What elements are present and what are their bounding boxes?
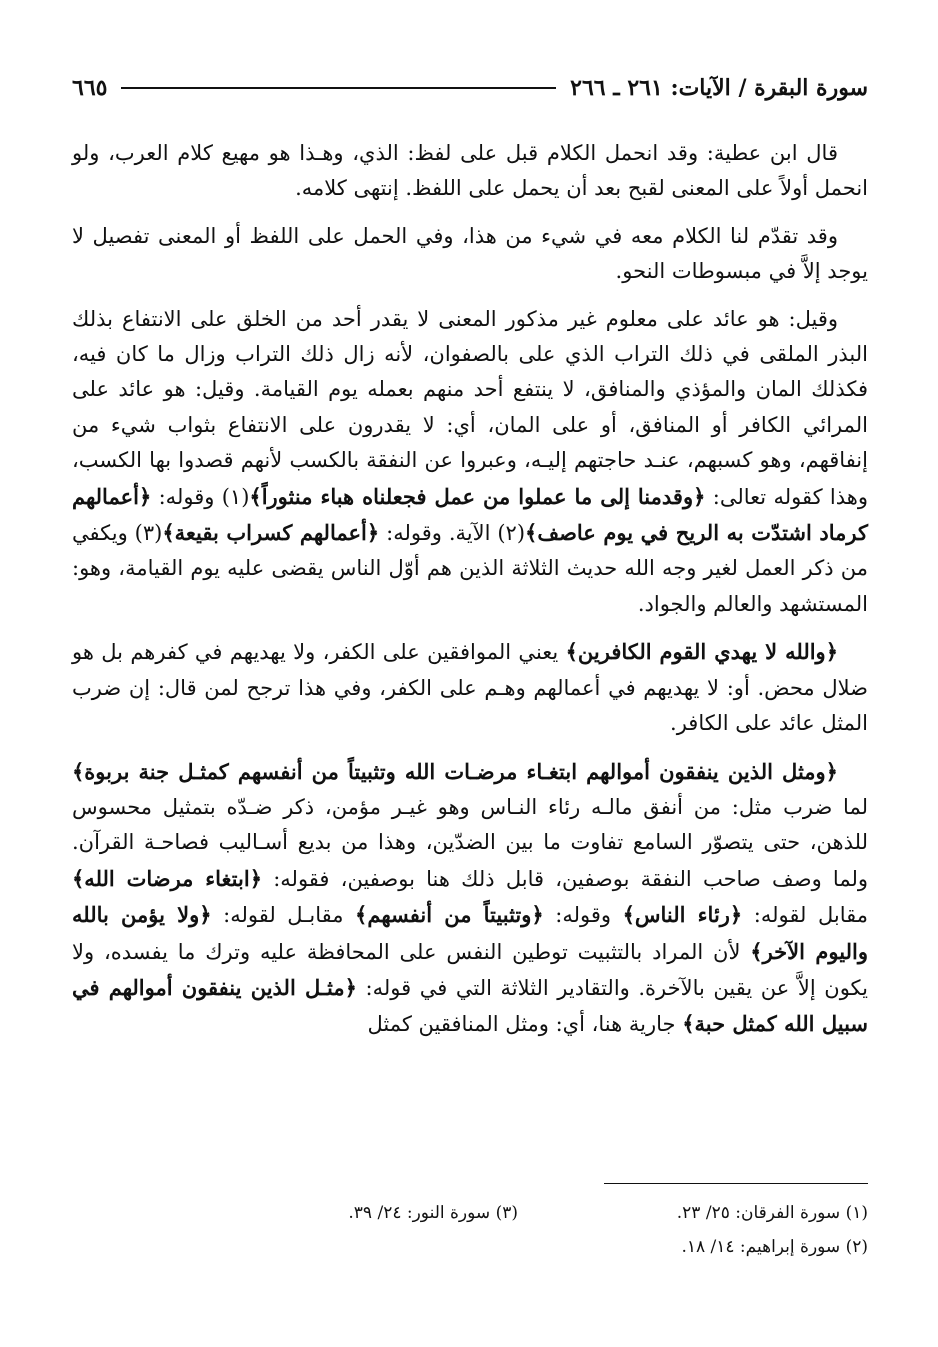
quran-quote: ﴿والله لا يهدي القوم الكافرين﴾ xyxy=(565,639,838,665)
text-run: مقابـل لقوله: xyxy=(211,903,356,928)
text-run: وقد تقدّم لنا الكلام معه في شيء من هذا، وفي الحمل على اللفظ أو المعنى تفصيل لا يوجد إلاَّ في مبسوطات النحو. xyxy=(72,223,868,284)
paragraph xyxy=(72,136,868,207)
page-header xyxy=(72,68,868,108)
running-title: سورة البقرة / الآيات: ٢٦١ ـ ٢٦٦ xyxy=(570,75,868,101)
footnote-row xyxy=(72,1230,868,1264)
text-run: (٣) ويكفي من ذكر العمل لغير وجه الله حديث الثلاثة الذين هم أوّل الناس يقضى عليه يوم القيامة، وهو: المستشهد والعالم والجواد. xyxy=(72,521,868,616)
header-rule xyxy=(121,87,556,89)
paragraph xyxy=(72,634,868,741)
footnote-row xyxy=(72,1196,868,1230)
quran-quote: ﴿ابتغاء مرضات الله﴾ xyxy=(72,865,263,891)
quran-quote: ﴿وتثبيتاً من أنفسهم﴾ xyxy=(355,902,544,928)
paragraph xyxy=(72,302,868,623)
paragraph xyxy=(72,219,868,290)
quran-quote: ﴿ومثل الذين ينفقون أموالهم ابتغـاء مرضـات الله وتثبيتاً من أنفسهم كمثـل جنة بربوة﴾ xyxy=(72,758,838,784)
footnote-3: (٣) سورة النور: ٢٤/ ٣٩. xyxy=(348,1203,518,1223)
text-run: لما ضرب مثل: من أنفق مالـه رئاء النـاس وهو غيـر مؤمن، ذكر ضـدّه بتمثيل محسوس للذهن، حتى يتصوّر السامع تفاوت ما بين الضدّين، وهذا من بديع أسـاليب فصاحـة القرآن. ولما وصف صاحب النفقة بوصفين، قابل ذلك هنا بوصفين، فقوله: xyxy=(72,794,868,891)
text-run: يعني الموافقين على الكفر، ولا يهديهم في كفرهم بل هو ضلال محض. أو: لا يهديهم في أعمالهم وهـم على الكفر، وفي هذا ترجح لمن قال: إن ضرب المثل عائد على الكافر. xyxy=(72,640,868,736)
paragraph xyxy=(72,754,868,1043)
main-text xyxy=(72,136,868,1055)
text-run: قال ابن عطية: وقد انحمل الكلام قبل على لفظ: الذي، وهـذا هو مهيع كلام العرب، ولو انحمل أولاً على المعنى لقبح بعد أن يحمل على اللفظ. إنتهى كلامه. xyxy=(72,141,868,201)
text-run: جارية هنا، أي: ومثل المنافقين كمثل xyxy=(367,1012,683,1037)
text-run: (٢) الآية. وقوله: xyxy=(379,521,526,546)
page-number: ٦٦٥ xyxy=(72,75,108,101)
footnotes xyxy=(72,1196,868,1264)
quran-quote: ﴿وقدمنا إلى ما عملوا من عمل فجعلناه هباء منثوراً﴾ xyxy=(249,483,706,509)
footnote-separator xyxy=(604,1183,868,1184)
footnote-1: (١) سورة الفرقان: ٢٥/ ٢٣. xyxy=(676,1203,868,1223)
quran-quote: ﴿أعمالهم كرماد اشتدّت به الريح في يوم عاصف﴾ xyxy=(72,483,868,546)
quran-quote: ﴿ولا يؤمن بالله واليوم الآخر﴾ xyxy=(72,902,868,964)
text-run: مقابل لقوله: xyxy=(742,903,868,928)
quran-quote: ﴿رئاء الناس﴾ xyxy=(622,902,743,928)
text-run: (١) وقوله: xyxy=(151,484,250,509)
footnote-2: (٢) سورة إبراهيم: ١٤/ ١٨. xyxy=(681,1237,868,1257)
text-run: وقوله: xyxy=(543,903,623,928)
text-run: وقيل: هو عائد على معلوم غير مذكور المعنى لا يقدر أحد من الخلق على الانتفاع بذلك البذر الملقى في ذلك التراب الذي على بالصفوان، لأنه زال ذلك التراب وزال ما كان فيه، فكذلك المان والمؤذي والمنافق، لا ينتفع أحد منهم بعمله يوم القيامة. وقيل: هو عائد على المرائي الكافر أو المنافق، أو على المان، أي: لا يقدرون على الانتفاع بثواب شيء من إنفاقهم، وهو كسبهم، عنـد حاجتهم إليـه، وعبروا عن النفقة بالكسب لأنهم قصدوا بها الكسب، وهذا كقوله تعالى: xyxy=(72,306,868,509)
quran-quote: ﴿أعمالهم كسراب بقيعة﴾ xyxy=(162,520,380,546)
text-run: لأن المراد بالتثبيت توطين النفس على المحافظة عليه وترك ما يفسده، ولا يكون إلاَّ عن يقين بالآخرة. والتقادير الثلاثة التي في قوله: xyxy=(72,939,868,1000)
quran-quote: ﴿مثـل الذين ينفقون أموالهم في سبيل الله كمثل حبة﴾ xyxy=(72,974,868,1037)
